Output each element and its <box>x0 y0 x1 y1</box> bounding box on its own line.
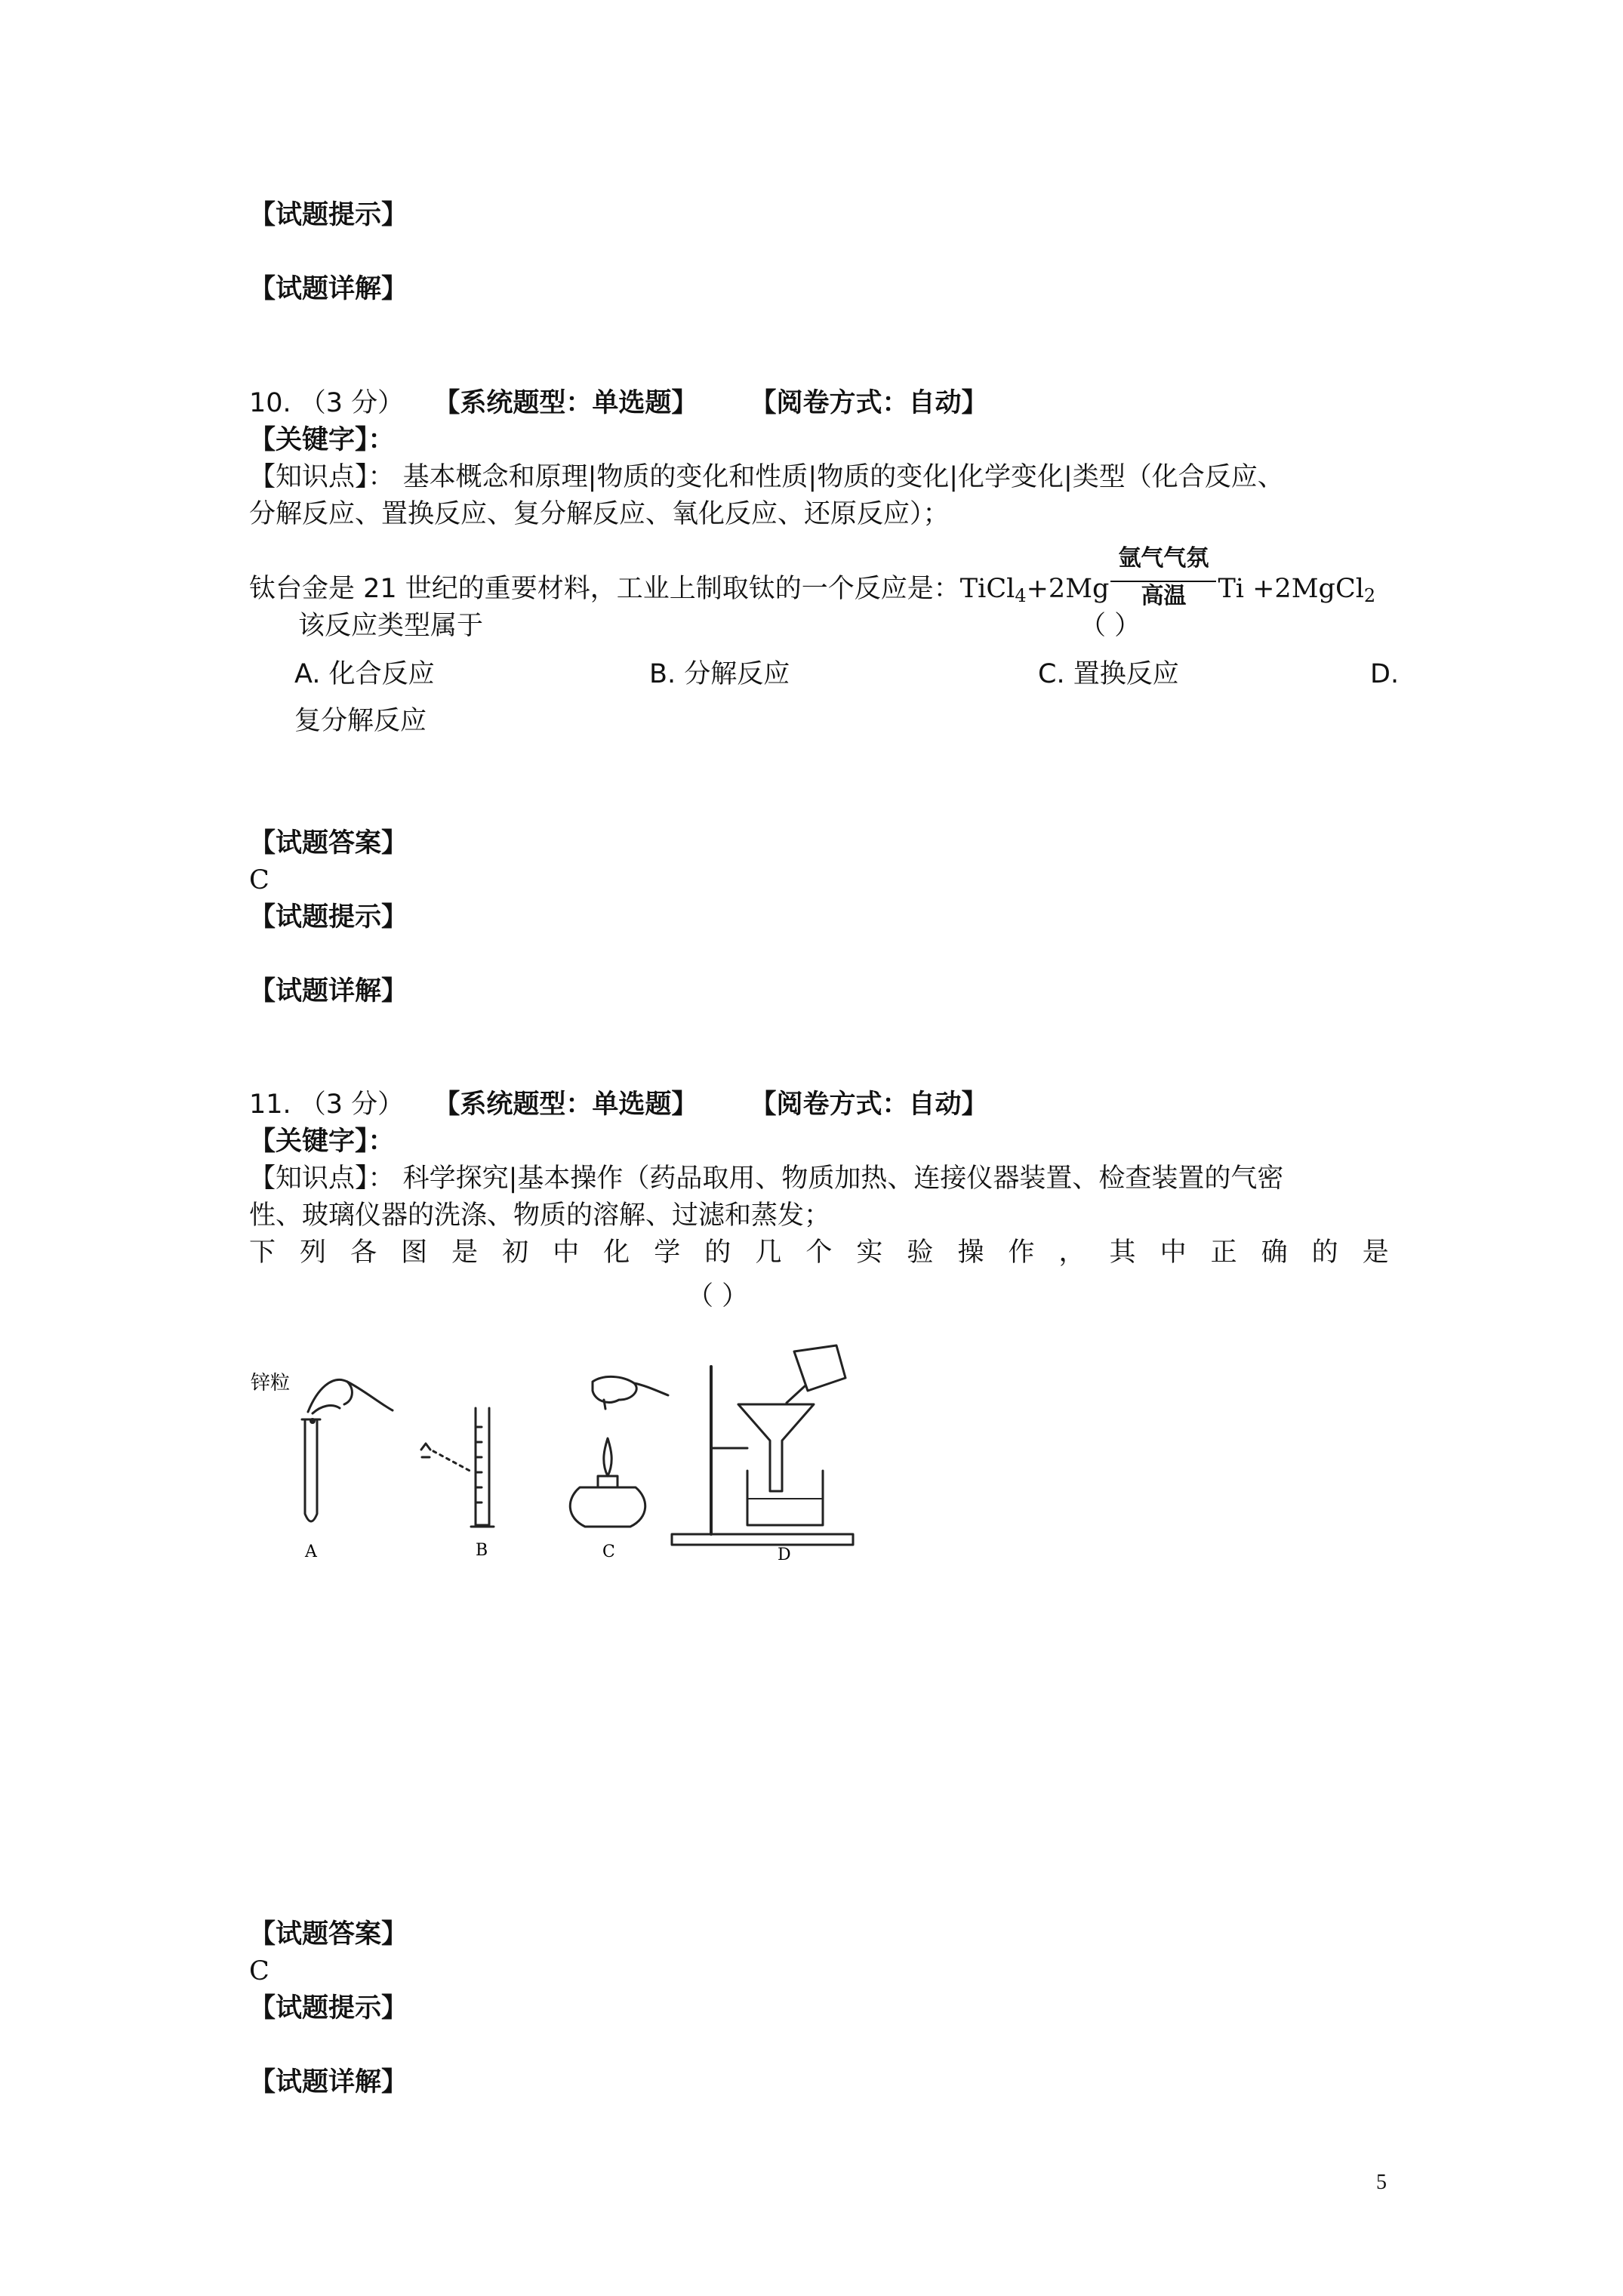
detail-label-top: 【试题详解】 <box>249 274 408 304</box>
q11-stem-char: 是 <box>1362 1237 1389 1268</box>
q10-eq-rhs-sub: 2 <box>1363 585 1376 606</box>
q11-stem-char: 下 <box>249 1237 276 1268</box>
q10-stem-prefix: 钛台金是 21 世纪的重要材料，工业上制取钛的一个反应是： <box>249 574 960 604</box>
q11-stem-char: 各 <box>350 1237 377 1268</box>
q11-stem-char: 作 <box>1008 1237 1035 1268</box>
q10-paren: （ ） <box>1079 611 1141 641</box>
q11-answer-label: 【试题答案】 <box>249 1919 408 1949</box>
q11-knowledge-line1: 【知识点】： 科学探究|基本操作（药品取用、物质加热、连接仪器装置、检查装置的气密 <box>249 1163 1284 1194</box>
figure-label-a: A <box>305 1542 317 1561</box>
q10-knowledge-line1: 【知识点】： 基本概念和原理|物质的变化和性质|物质的变化|化学变化|类型（化合反应、 <box>249 462 1284 492</box>
q10-review: 【阅卷方式：自动】 <box>750 388 988 418</box>
condition-bottom: 高温 <box>1141 583 1187 609</box>
q11-stem-char: 验 <box>907 1237 934 1268</box>
q11-stem <box>249 1237 1389 1268</box>
condition-top: 氩气气氛 <box>1118 545 1209 572</box>
q11-review: 【阅卷方式：自动】 <box>750 1089 988 1120</box>
q11-stem-char: 确 <box>1261 1237 1288 1268</box>
reaction-condition <box>1110 545 1216 609</box>
q10-knowledge-line2: 分解反应、置换反应、复分解反应、氧化反应、还原反应）； <box>249 499 950 529</box>
figure-label-c: C <box>602 1542 615 1561</box>
q10-hint-label: 【试题提示】 <box>249 902 408 932</box>
q11-stem-char: 的 <box>1311 1237 1338 1268</box>
q10-option-c: C. 置换反应 <box>1038 659 1179 689</box>
q11-stem-char: 几 <box>755 1237 782 1268</box>
hint-label-top: 【试题提示】 <box>249 200 408 230</box>
figure-b-cylinder <box>421 1408 494 1527</box>
q11-stem-char: 正 <box>1210 1237 1237 1268</box>
q10-keyword: 【关键字】： <box>249 425 395 455</box>
q11-stem-char: 中 <box>1160 1237 1187 1268</box>
q11-stem-char: 化 <box>603 1237 630 1268</box>
q11-detail-label: 【试题详解】 <box>249 2067 408 2097</box>
q10-eq-mg: +2Mg <box>1026 574 1110 604</box>
figure-zinc-label: 锌粒 <box>251 1372 291 1395</box>
q11-number: 11. （3 分） <box>249 1089 405 1120</box>
q11-stem-char: 学 <box>654 1237 681 1268</box>
q11-header <box>249 1089 988 1120</box>
q10-stem <box>249 545 1376 609</box>
q10-detail-label: 【试题详解】 <box>249 976 408 1006</box>
q10-stem-2: 该反应类型属于 <box>298 611 484 641</box>
figure-d-filtration <box>672 1345 853 1545</box>
q11-paren: （ ） <box>687 1281 749 1311</box>
q11-stem-char: 的 <box>704 1237 731 1268</box>
q10-option-d: D. <box>1370 659 1400 689</box>
q11-sys-type: 【系统题型：单选题】 <box>433 1089 698 1120</box>
page-number: 5 <box>1376 2171 1387 2194</box>
q10-option-d-text: 复分解反应 <box>294 706 427 736</box>
q10-number: 10. （3 分） <box>249 388 405 418</box>
q10-answer: C <box>249 865 269 895</box>
q10-option-b: B. 分解反应 <box>649 659 790 689</box>
q10-eq-lhs: TiCl <box>959 574 1015 604</box>
experiment-figure <box>249 1336 883 1563</box>
q11-stem-char: 图 <box>401 1237 428 1268</box>
q11-answer: C <box>249 1956 269 1986</box>
q11-stem-char: 个 <box>805 1237 833 1268</box>
q11-stem-char: 其 <box>1109 1237 1136 1268</box>
q11-stem-char: 是 <box>451 1237 479 1268</box>
q10-eq-rhs: Ti +2MgCl <box>1218 574 1364 604</box>
q10-eq-lhs-sub: 4 <box>1015 585 1027 606</box>
q10-option-a: A. 化合反应 <box>294 659 435 689</box>
q11-stem-char: 中 <box>553 1237 580 1268</box>
q10-answer-label: 【试题答案】 <box>249 828 408 858</box>
q11-stem-char: 操 <box>957 1237 984 1268</box>
figure-label-d: D <box>778 1546 791 1563</box>
condition-line <box>1110 581 1216 582</box>
q11-hint-label: 【试题提示】 <box>249 1993 408 2023</box>
q11-stem-char: ， <box>1058 1237 1086 1268</box>
q11-stem-char: 列 <box>300 1237 327 1268</box>
figure-a-test-tube <box>302 1379 393 1521</box>
q11-stem-char: 实 <box>856 1237 883 1268</box>
figure-c-lamp <box>570 1376 668 1527</box>
q10-header <box>249 390 988 417</box>
q11-knowledge-line2: 性、玻璃仪器的洗涤、物质的溶解、过滤和蒸发； <box>249 1200 831 1231</box>
figure-label-b: B <box>476 1541 488 1560</box>
q11-stem-char: 初 <box>502 1237 529 1268</box>
q10-sys-type: 【系统题型：单选题】 <box>433 388 698 418</box>
q11-keyword: 【关键字】： <box>249 1126 395 1157</box>
